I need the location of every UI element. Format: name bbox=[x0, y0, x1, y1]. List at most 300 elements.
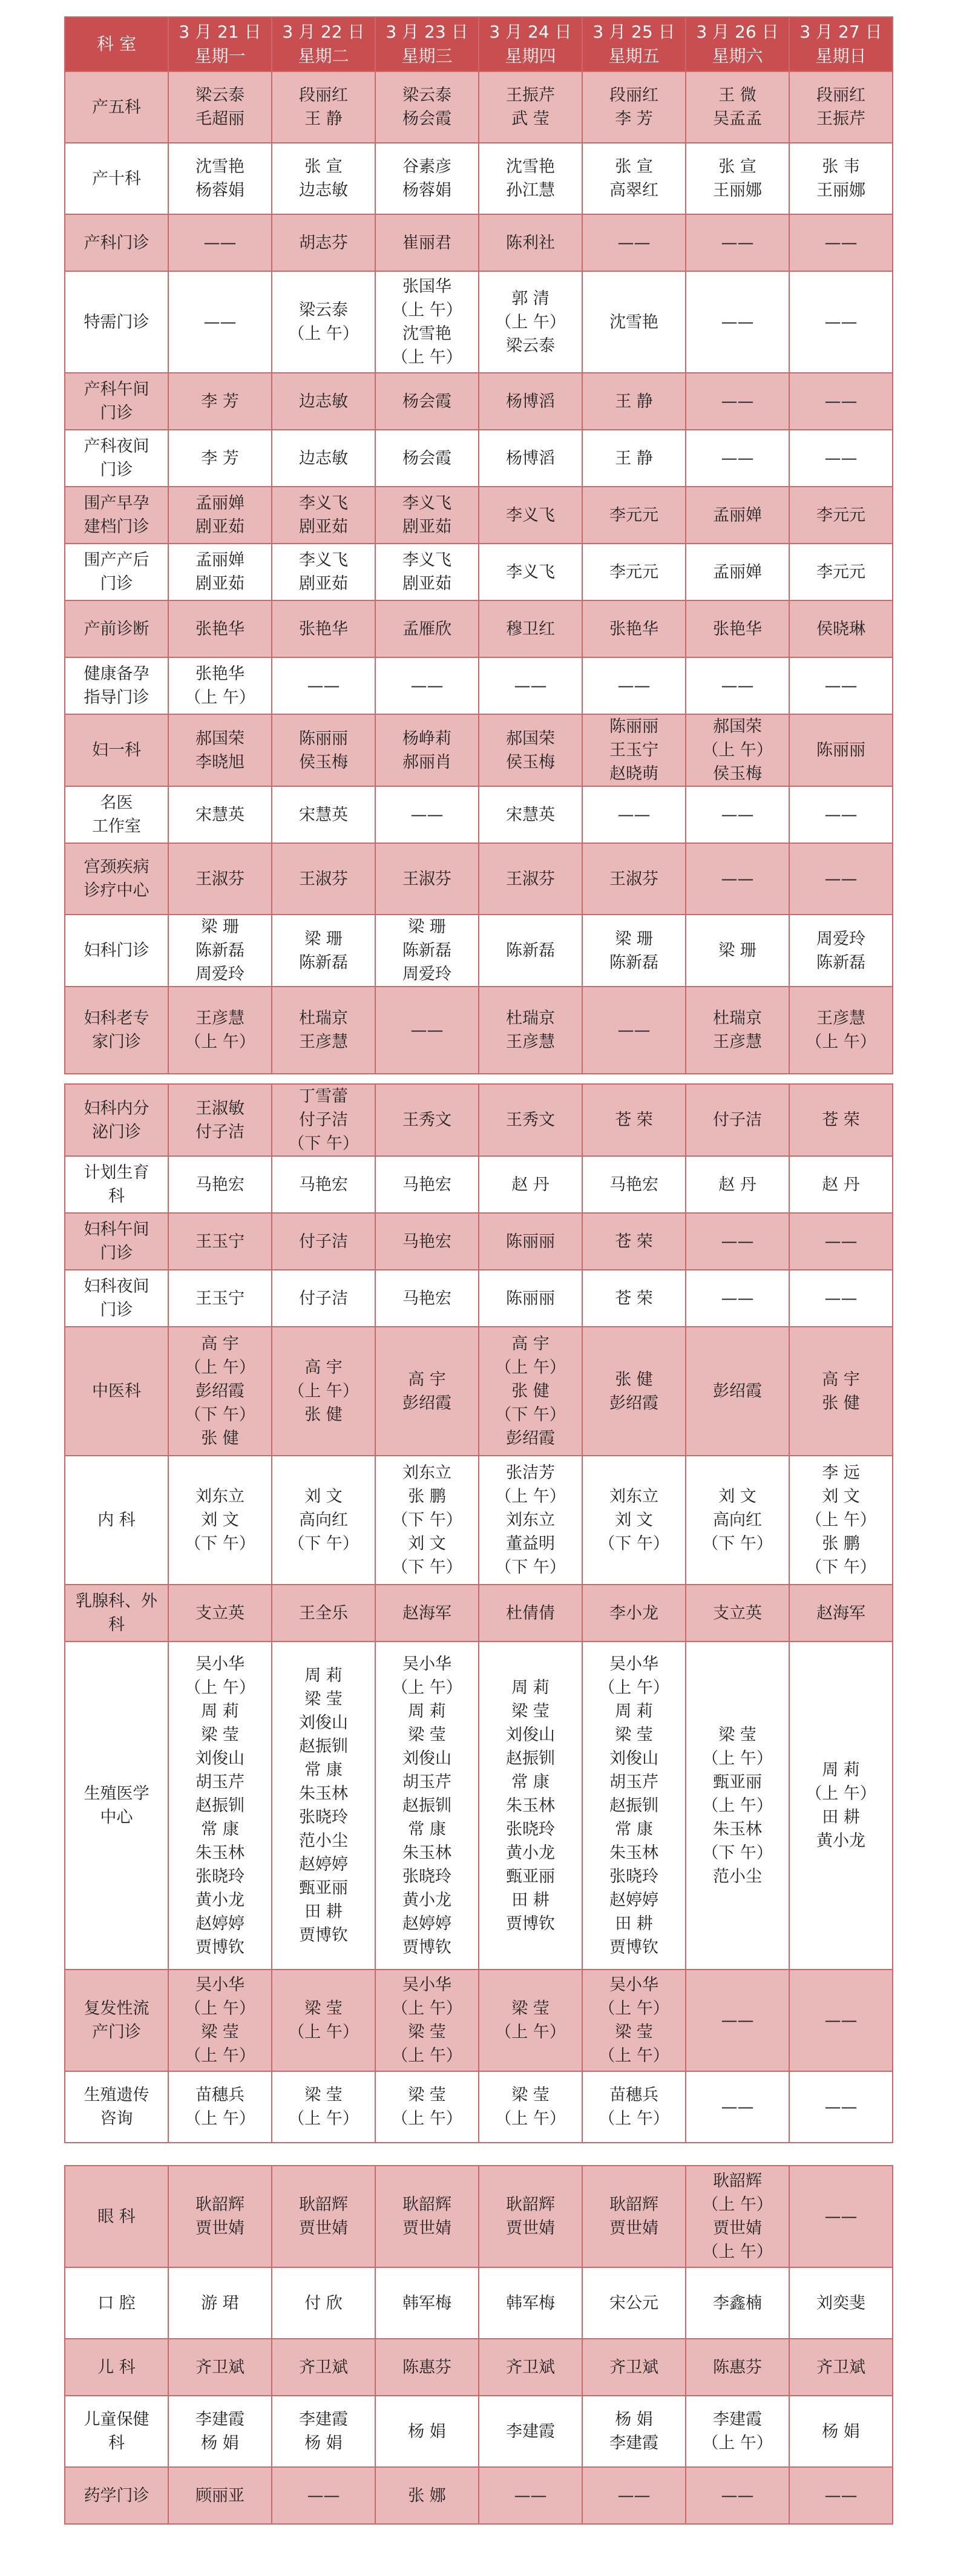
doctor-name-line: （上 午） bbox=[288, 2023, 359, 2042]
duty-cell bbox=[789, 657, 893, 714]
doctor-name-line: 李义飞 bbox=[299, 494, 348, 513]
doctor-name-line: —— bbox=[721, 1289, 754, 1308]
doctor-name-line: （下 午） bbox=[288, 1134, 359, 1153]
duty-cell bbox=[272, 2339, 375, 2396]
duty-cell bbox=[375, 987, 479, 1074]
duty-cell bbox=[375, 544, 479, 600]
dept-name-line: 计划生育 bbox=[84, 1163, 149, 1182]
doctor-name-line: 刘东立 bbox=[195, 1487, 244, 1506]
doctor-name-line: 梁 莹 bbox=[304, 2086, 343, 2104]
dept-name-line: 儿 科 bbox=[97, 2358, 136, 2377]
dept-cell bbox=[65, 214, 168, 271]
doctor-name-line: 吴小华 bbox=[609, 1976, 658, 1994]
schedule-row bbox=[65, 600, 893, 657]
dept-cell bbox=[65, 1585, 168, 1641]
duty-cell bbox=[168, 544, 272, 600]
duty-cell bbox=[168, 1156, 272, 1213]
doctor-name-line: 剧亚茹 bbox=[402, 518, 451, 536]
dept-cell bbox=[65, 1084, 168, 1156]
duty-cell bbox=[686, 143, 789, 214]
doctor-name-line: （上 午） bbox=[392, 2109, 462, 2128]
dept-name-line: 咨询 bbox=[100, 2109, 133, 2128]
doctor-name-line: 赵婷婷 bbox=[299, 1855, 348, 1874]
doctor-name-line: 刘 文 bbox=[304, 1487, 343, 1506]
doctor-name-line: 齐卫斌 bbox=[299, 2358, 348, 2377]
dept-name-line: 门诊 bbox=[100, 461, 133, 479]
duty-cell bbox=[272, 600, 375, 657]
doctor-name-line: 赵 丹 bbox=[822, 1175, 860, 1194]
duty-cell bbox=[789, 2339, 893, 2396]
duty-cell bbox=[789, 1970, 893, 2071]
doctor-name-line: 杜倩倩 bbox=[506, 1603, 555, 1623]
dept-name-line: 健康备孕 bbox=[84, 665, 149, 683]
dept-cell bbox=[65, 1327, 168, 1456]
doctor-name-line: （下 午） bbox=[702, 1534, 773, 1553]
dept-cell bbox=[65, 2267, 168, 2339]
doctor-name-line: 陈丽丽 bbox=[299, 729, 348, 748]
doctor-name-line: 高 宇 bbox=[822, 1370, 860, 1389]
doctor-name-line: 高向红 bbox=[713, 1511, 762, 1530]
doctor-name-line: 王淑芬 bbox=[299, 869, 348, 889]
dept-name-line: 建档门诊 bbox=[84, 518, 149, 536]
doctor-name-line: 马艳宏 bbox=[609, 1175, 658, 1194]
doctor-name-line: 武 莹 bbox=[511, 110, 550, 128]
schedule-section-3 bbox=[64, 2165, 893, 2525]
dept-name-line: 产门诊 bbox=[92, 2023, 141, 2042]
dept-cell bbox=[65, 1156, 168, 1213]
doctor-name-line: （上 午） bbox=[185, 1033, 255, 1051]
duty-cell bbox=[789, 2166, 893, 2267]
duty-cell bbox=[272, 987, 375, 1074]
duty-cell bbox=[582, 430, 686, 487]
dept-cell bbox=[65, 600, 168, 657]
doctor-name-line: （下 午） bbox=[185, 1405, 255, 1424]
duty-cell bbox=[789, 487, 893, 544]
schedule-section-2 bbox=[64, 1083, 893, 2143]
doctor-name-line: 赵婷婷 bbox=[195, 1914, 244, 1933]
duty-cell bbox=[789, 1327, 893, 1456]
doctor-name-line: 陈丽丽 bbox=[506, 1289, 555, 1308]
doctor-name-line: 王秀文 bbox=[402, 1111, 451, 1129]
doctor-name-line: 高 宇 bbox=[511, 1335, 550, 1353]
duty-cell bbox=[272, 2071, 375, 2143]
doctor-name-line: 刘东立 bbox=[506, 1511, 555, 1530]
doctor-name-line: —— bbox=[617, 676, 651, 695]
doctor-name-line: 张 健 bbox=[615, 1370, 653, 1389]
doctor-name-line: 苍 荣 bbox=[615, 1111, 653, 1129]
duty-cell bbox=[272, 1156, 375, 1213]
doctor-name-line: —— bbox=[514, 676, 547, 695]
doctor-name-line: 黄小龙 bbox=[506, 1843, 555, 1862]
dept-name-line: 妇科老专 bbox=[84, 1009, 149, 1028]
duty-cell bbox=[686, 487, 789, 544]
dept-cell bbox=[65, 714, 168, 786]
doctor-name-line: —— bbox=[721, 2097, 754, 2117]
doctor-name-line: 田 耕 bbox=[615, 1914, 653, 1933]
duty-cell bbox=[582, 1270, 686, 1327]
duty-cell bbox=[789, 1084, 893, 1156]
dept-name-line: 产科门诊 bbox=[84, 233, 149, 252]
doctor-name-line: 高翠红 bbox=[609, 181, 658, 200]
doctor-name-line: 胡玉芹 bbox=[609, 1772, 658, 1792]
duty-cell bbox=[582, 544, 686, 600]
dept-cell bbox=[65, 71, 168, 143]
dept-name-line: 名医 bbox=[100, 794, 133, 812]
dept-cell bbox=[65, 657, 168, 714]
doctor-name-line: 张晓玲 bbox=[402, 1867, 451, 1886]
doctor-name-line: 梁 莹 bbox=[408, 2023, 446, 2042]
duty-cell bbox=[479, 786, 582, 843]
schedule-row bbox=[65, 214, 893, 271]
dept-name-line: 科 bbox=[108, 2434, 125, 2453]
schedule-row bbox=[65, 373, 893, 430]
doctor-name-line: 张艳华 bbox=[299, 619, 348, 639]
duty-cell bbox=[582, 1084, 686, 1156]
doctor-name-line: 刘俊山 bbox=[506, 1725, 555, 1744]
doctor-name-line: 李建霞 bbox=[506, 2422, 555, 2441]
header-day-cell bbox=[375, 17, 479, 71]
doctor-name-line: 刘俊山 bbox=[195, 1749, 244, 1768]
doctor-name-line: 梁云泰 bbox=[506, 336, 555, 355]
dept-name-line: 产十科 bbox=[92, 169, 141, 188]
duty-cell bbox=[272, 214, 375, 271]
doctor-name-line: 李鑫楠 bbox=[713, 2293, 762, 2313]
doctor-name-line: 李建霞 bbox=[713, 2410, 762, 2429]
doctor-name-line: —— bbox=[721, 2486, 754, 2505]
duty-cell bbox=[168, 373, 272, 430]
doctor-name-line: 周 莉 bbox=[511, 1678, 550, 1697]
duty-cell bbox=[479, 843, 582, 915]
doctor-name-line: 杨 娟 bbox=[304, 2434, 343, 2453]
schedule-row bbox=[65, 2166, 893, 2267]
doctor-name-line: 王秀文 bbox=[506, 1111, 555, 1129]
doctor-name-line: （上 午） bbox=[392, 1678, 462, 1697]
doctor-name-line: 吴小华 bbox=[402, 1976, 451, 1994]
doctor-name-line: 高向红 bbox=[299, 1511, 348, 1530]
doctor-name-line: （上 午） bbox=[702, 1796, 773, 1815]
duty-cell bbox=[686, 2396, 789, 2467]
doctor-name-line: 侯玉梅 bbox=[506, 752, 555, 772]
duty-cell bbox=[375, 2339, 479, 2396]
duty-cell bbox=[375, 915, 479, 987]
doctor-name-line: 胡志芬 bbox=[299, 233, 348, 252]
duty-cell bbox=[272, 2467, 375, 2524]
doctor-name-line: 李义飞 bbox=[402, 551, 451, 570]
doctor-name-line: 黄小龙 bbox=[195, 1890, 244, 1910]
duty-cell bbox=[479, 2467, 582, 2524]
doctor-name-line: 王彦慧 bbox=[195, 1009, 244, 1028]
dept-name-line: 家门诊 bbox=[92, 1033, 141, 1051]
duty-cell bbox=[686, 2267, 789, 2339]
duty-cell bbox=[272, 2267, 375, 2339]
duty-cell bbox=[479, 987, 582, 1074]
doctor-name-line: 刘东立 bbox=[609, 1487, 658, 1506]
duty-cell bbox=[686, 373, 789, 430]
duty-cell bbox=[375, 1213, 479, 1270]
doctor-name-line: 王丽娜 bbox=[713, 181, 762, 200]
doctor-name-line: （上 午） bbox=[185, 2046, 255, 2065]
doctor-name-line: 朱玉林 bbox=[506, 1796, 555, 1815]
header-weekday: 星期一 bbox=[194, 46, 246, 66]
doctor-name-line: —— bbox=[824, 869, 858, 889]
duty-cell bbox=[789, 1156, 893, 1213]
doctor-name-line: 穆卫红 bbox=[506, 619, 555, 639]
doctor-name-line: 陈新磊 bbox=[816, 953, 865, 972]
doctor-name-line: 彭绍霞 bbox=[506, 1429, 555, 1448]
doctor-name-line: 常 康 bbox=[304, 1761, 343, 1779]
doctor-name-line: 王振芹 bbox=[816, 110, 865, 128]
doctor-name-line: 梁 珊 bbox=[718, 941, 756, 960]
dept-cell bbox=[65, 987, 168, 1074]
dept-cell bbox=[65, 430, 168, 487]
doctor-name-line: —— bbox=[824, 2486, 858, 2505]
duty-cell bbox=[686, 843, 789, 915]
duty-cell bbox=[582, 2396, 686, 2467]
doctor-name-line: 杨会霞 bbox=[402, 110, 451, 128]
duty-cell bbox=[686, 430, 789, 487]
doctor-name-line: 张 鹏 bbox=[822, 1534, 860, 1553]
duty-cell bbox=[479, 71, 582, 143]
header-date: 3 月 24 日 bbox=[489, 22, 572, 42]
duty-cell bbox=[168, 2339, 272, 2396]
doctor-name-line: （上 午） bbox=[185, 1999, 255, 2018]
duty-cell bbox=[582, 600, 686, 657]
doctor-name-line: （上 午） bbox=[599, 1999, 669, 2018]
duty-cell bbox=[789, 1641, 893, 1970]
doctor-name-line: 赵海军 bbox=[816, 1603, 865, 1623]
duty-cell bbox=[375, 143, 479, 214]
doctor-name-line: 苗穗兵 bbox=[195, 2086, 244, 2104]
doctor-name-line: 李 芳 bbox=[201, 392, 239, 411]
duty-cell bbox=[168, 2396, 272, 2467]
doctor-name-line: 李晓旭 bbox=[195, 752, 244, 772]
schedule-row bbox=[65, 1456, 893, 1585]
doctor-name-line: 耿韶辉 bbox=[195, 2195, 244, 2214]
doctor-name-line: 宋慧英 bbox=[299, 805, 348, 824]
doctor-name-line: 李建霞 bbox=[195, 2410, 244, 2429]
doctor-name-line: 王淑芬 bbox=[609, 869, 658, 889]
duty-cell bbox=[479, 1213, 582, 1270]
duty-cell bbox=[789, 1270, 893, 1327]
doctor-name-line: （上 午） bbox=[185, 688, 255, 707]
duty-cell bbox=[272, 714, 375, 786]
duty-cell bbox=[789, 373, 893, 430]
doctor-name-line: 孟雁欣 bbox=[402, 619, 451, 639]
duty-cell bbox=[375, 2166, 479, 2267]
duty-cell bbox=[686, 1270, 789, 1327]
doctor-name-line: —— bbox=[721, 233, 754, 252]
doctor-name-line: 毛超丽 bbox=[195, 110, 244, 128]
doctor-name-line: 李元元 bbox=[609, 562, 658, 582]
duty-cell bbox=[479, 1585, 582, 1641]
dept-cell bbox=[65, 2071, 168, 2143]
schedule-row bbox=[65, 143, 893, 214]
doctor-name-line: —— bbox=[824, 2097, 858, 2117]
duty-cell bbox=[375, 1084, 479, 1156]
duty-cell bbox=[272, 1270, 375, 1327]
doctor-name-line: 贾博钦 bbox=[609, 1937, 658, 1957]
doctor-name-line: 周 莉 bbox=[201, 1701, 239, 1721]
duty-cell bbox=[479, 1641, 582, 1970]
dept-cell bbox=[65, 271, 168, 373]
doctor-name-line: 沈雪艳 bbox=[402, 324, 451, 343]
doctor-name-line: 郝国荣 bbox=[713, 717, 762, 736]
doctor-name-line: 刘俊山 bbox=[299, 1714, 348, 1732]
duty-cell bbox=[375, 2267, 479, 2339]
dept-name-line: 科 bbox=[108, 1615, 125, 1634]
doctor-name-line: 彭绍霞 bbox=[713, 1382, 762, 1401]
dept-name-line: 儿童保健 bbox=[84, 2410, 149, 2429]
duty-cell bbox=[375, 786, 479, 843]
doctor-name-line: 边志敏 bbox=[299, 448, 348, 468]
duty-cell bbox=[789, 786, 893, 843]
doctor-name-line: （上 午） bbox=[495, 2023, 566, 2042]
doctor-name-line: 张 健 bbox=[304, 1405, 343, 1424]
doctor-name-line: （上 午） bbox=[185, 2109, 255, 2128]
doctor-name-line: 侯晓琳 bbox=[816, 619, 865, 639]
doctor-name-line: 王彦慧 bbox=[506, 1033, 555, 1051]
duty-cell bbox=[789, 271, 893, 373]
doctor-name-line: 李义飞 bbox=[299, 551, 348, 570]
doctor-name-line: 朱玉林 bbox=[299, 1784, 348, 1803]
header-date: 3 月 27 日 bbox=[799, 22, 882, 42]
doctor-name-line: 陈丽丽 bbox=[816, 741, 865, 760]
doctor-name-line: —— bbox=[824, 448, 858, 468]
doctor-name-line: —— bbox=[721, 448, 754, 468]
doctor-name-line: 田 耕 bbox=[511, 1890, 550, 1910]
dept-name-line: 妇科内分 bbox=[84, 1099, 149, 1118]
doctor-name-line: 梁 莹 bbox=[304, 1999, 343, 2018]
doctor-name-line: 付子洁 bbox=[195, 1122, 244, 1142]
duty-cell bbox=[479, 1084, 582, 1156]
doctor-name-line: 段丽红 bbox=[299, 86, 348, 105]
doctor-name-line: 孟丽婵 bbox=[195, 551, 244, 570]
duty-cell bbox=[582, 1213, 686, 1270]
doctor-name-line: 张晓玲 bbox=[609, 1867, 658, 1886]
header-day-cell bbox=[168, 17, 272, 71]
dept-cell bbox=[65, 2467, 168, 2524]
header-weekday: 星期日 bbox=[815, 46, 867, 66]
doctor-name-line: 杨博滔 bbox=[506, 392, 555, 411]
doctor-name-line: 马艳宏 bbox=[402, 1289, 451, 1308]
doctor-name-line: 吴小华 bbox=[195, 1976, 244, 1994]
duty-cell bbox=[789, 143, 893, 214]
doctor-name-line: 耿韶辉 bbox=[299, 2195, 348, 2214]
doctor-name-line: （上 午） bbox=[702, 1749, 773, 1768]
dept-name-line: 门诊 bbox=[100, 574, 133, 593]
doctor-name-line: 常 康 bbox=[615, 1819, 653, 1839]
duty-cell bbox=[272, 143, 375, 214]
schedule-section-1 bbox=[64, 71, 893, 1074]
doctor-name-line: 黄小龙 bbox=[816, 1832, 865, 1850]
duty-cell bbox=[168, 1641, 272, 1970]
doctor-name-line: 周爱玲 bbox=[402, 965, 451, 984]
duty-cell bbox=[375, 1456, 479, 1585]
doctor-name-line: 陈新磊 bbox=[402, 941, 451, 960]
duty-cell bbox=[168, 987, 272, 1074]
doctor-name-line: 张艳华 bbox=[195, 619, 244, 639]
duty-cell bbox=[479, 2339, 582, 2396]
duty-cell bbox=[272, 2166, 375, 2267]
header-day-cell bbox=[686, 17, 789, 71]
doctor-name-line: （下 午） bbox=[392, 1511, 462, 1530]
doctor-name-line: 刘俊山 bbox=[402, 1749, 451, 1768]
doctor-name-line: 高 宇 bbox=[304, 1358, 343, 1377]
doctor-name-line: 周爱玲 bbox=[816, 929, 865, 948]
duty-cell bbox=[375, 487, 479, 544]
doctor-name-line: 张艳华 bbox=[713, 619, 762, 639]
dept-cell bbox=[65, 915, 168, 987]
schedule-row bbox=[65, 786, 893, 843]
doctor-name-line: 剧亚茹 bbox=[402, 574, 451, 593]
doctor-name-line: 王玉宁 bbox=[609, 741, 658, 760]
dept-name-line: 眼 科 bbox=[97, 2207, 136, 2226]
doctor-name-line: 范小尘 bbox=[713, 1867, 762, 1886]
schedule-row bbox=[65, 1585, 893, 1641]
doctor-name-line: 张晓玲 bbox=[506, 1819, 555, 1839]
duty-cell bbox=[686, 1585, 789, 1641]
doctor-name-line: （下 午） bbox=[392, 1558, 462, 1577]
duty-cell bbox=[686, 657, 789, 714]
doctor-name-line: 陈新磊 bbox=[195, 941, 244, 960]
duty-cell bbox=[479, 1970, 582, 2071]
schedule-row bbox=[65, 2339, 893, 2396]
duty-cell bbox=[479, 657, 582, 714]
duty-cell bbox=[272, 2396, 375, 2467]
dept-name-line: 生殖遗传 bbox=[84, 2086, 149, 2104]
doctor-name-line: 梁 珊 bbox=[615, 929, 653, 948]
duty-cell bbox=[582, 786, 686, 843]
doctor-name-line: 支立英 bbox=[713, 1603, 762, 1623]
doctor-name-line: 沈雪艳 bbox=[506, 157, 555, 176]
dept-name-line: 特需门诊 bbox=[84, 312, 149, 332]
doctor-name-line: 张 韦 bbox=[822, 157, 860, 176]
duty-cell bbox=[272, 271, 375, 373]
doctor-name-line: （上 午） bbox=[806, 1511, 876, 1530]
duty-cell bbox=[375, 1270, 479, 1327]
duty-cell bbox=[582, 915, 686, 987]
dept-name-line: 生殖医学 bbox=[84, 1784, 149, 1803]
duty-cell bbox=[168, 71, 272, 143]
doctor-name-line: 韩军梅 bbox=[402, 2293, 451, 2313]
header-day-cell bbox=[479, 17, 582, 71]
doctor-name-line: —— bbox=[721, 869, 754, 889]
doctor-name-line: 甄亚丽 bbox=[713, 1772, 762, 1792]
doctor-name-line: 梁 珊 bbox=[304, 929, 343, 948]
duty-cell bbox=[582, 714, 686, 786]
doctor-name-line: 郝国荣 bbox=[506, 729, 555, 748]
doctor-name-line: —— bbox=[307, 676, 340, 695]
doctor-name-line: 丁雪蕾 bbox=[299, 1087, 348, 1106]
schedule-row bbox=[65, 1327, 893, 1456]
duty-cell bbox=[168, 1270, 272, 1327]
doctor-name-line: 马艳宏 bbox=[402, 1232, 451, 1251]
doctor-name-line: —— bbox=[410, 805, 444, 824]
header-day-cell bbox=[582, 17, 686, 71]
doctor-name-line: —— bbox=[617, 2486, 651, 2505]
doctor-name-line: —— bbox=[307, 2486, 340, 2505]
doctor-name-line: 梁 莹 bbox=[718, 1725, 756, 1744]
doctor-name-line: 苍 荣 bbox=[615, 1289, 653, 1308]
doctor-name-line: 宋公元 bbox=[609, 2293, 658, 2313]
doctor-name-line: 孟丽婵 bbox=[713, 562, 762, 582]
dept-name-line: 妇科午间 bbox=[84, 1220, 149, 1239]
duty-cell bbox=[272, 843, 375, 915]
duty-cell bbox=[582, 1156, 686, 1213]
doctor-name-line: 王 静 bbox=[615, 448, 653, 468]
doctor-name-line: 张 宣 bbox=[718, 157, 756, 176]
doctor-name-line: 郭 清 bbox=[511, 289, 550, 308]
